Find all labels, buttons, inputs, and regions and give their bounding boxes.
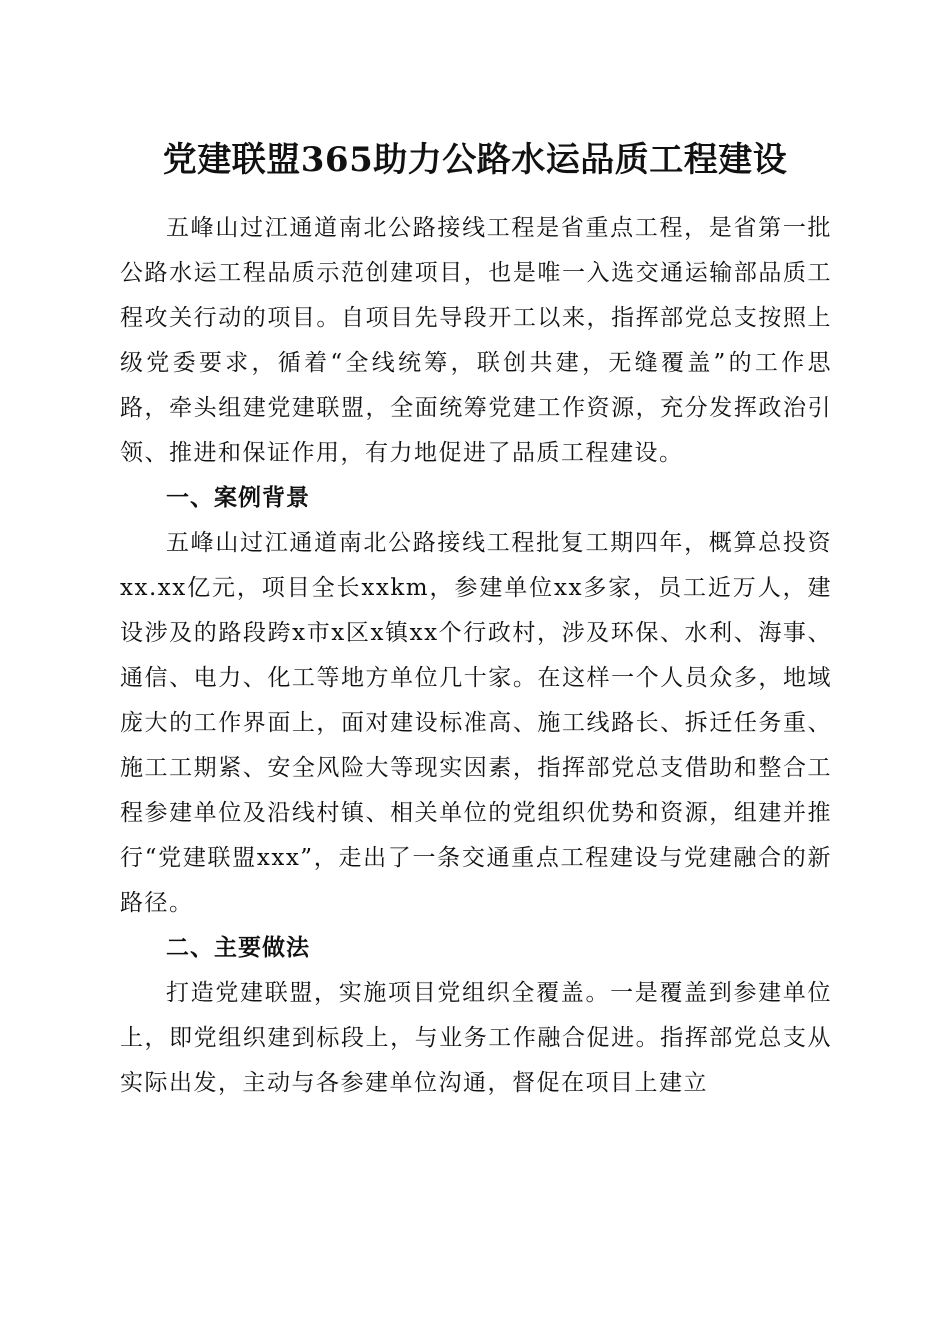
document-body [120,206,832,1106]
section-heading-main-practices: 二、主要做法 [166,935,310,961]
section-paragraph-background: 五峰山过江通道南北公路接线工程批复工期四年，概算总投资xx.xx亿元，项目全长xxkm，参建单位xx多家，员工近万人，建设涉及的路段跨x市x区x镇xx个行政村，涉及环保、水利、海事、通信、电力、化工等地方单位几十家。在这样一个人员众多，地域庞大的工作界面上，面对建设标准高、施工线路长、拆迁任务重、施工工期紧、安全风险大等现实因素，指挥部党总支借助和整合工程参建单位及沿线村镇、相关单位的党组织优势和资源，组建并推行“党建联盟xxx”，走出了一条交通重点工程建设与党建融合的新路径。 [120,530,832,916]
document-title: 党建联盟365助力公路水运品质工程建设 [162,140,788,180]
section-paragraph-main-practices: 打造党建联盟，实施项目党组织全覆盖。一是覆盖到参建单位上，即党组织建到标段上，与业务工作融合促进。指挥部党总支从实际出发，主动与各参建单位沟通，督促在项目上建立 [120,980,832,1096]
section-heading-background: 一、案例背景 [166,485,310,511]
intro-paragraph: 五峰山过江通道南北公路接线工程是省重点工程，是省第一批公路水运工程品质示范创建项目，也是唯一入选交通运输部品质工程攻关行动的项目。自项目先导段开工以来，指挥部党总支按照上级党委要求，循着“全线统筹，联创共建，无缝覆盖”的工作思路，牵头组建党建联盟，全面统筹党建工作资源，充分发挥政治引领、推进和保证作用，有力地促进了品质工程建设。 [120,215,832,466]
